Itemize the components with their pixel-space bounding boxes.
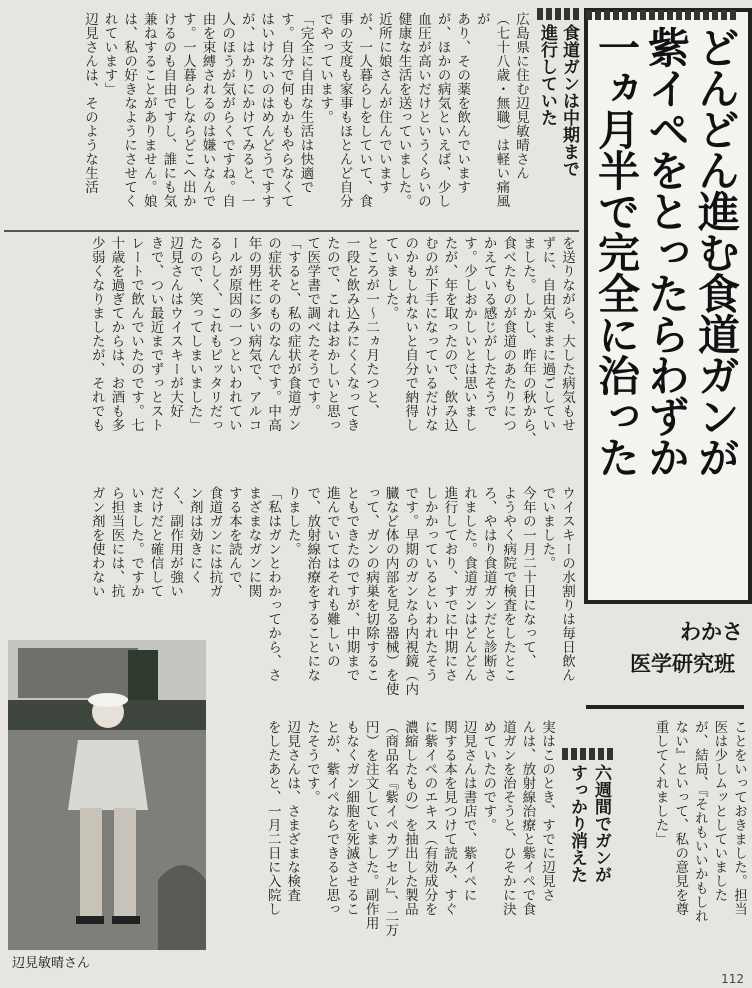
lower-text-column: ガン剤を使わない (88, 486, 105, 598)
top-text-column: でやっています。 (317, 12, 334, 124)
middle-text-column: ずに、自由気ままに過ごしてい (539, 236, 556, 432)
bottom-text-column: 医は少しムッとしていました (711, 720, 728, 902)
middle-text-column: ところが一～二ヵ月たつと、 (363, 236, 380, 418)
middle-text-column: 十歳を過ぎてからは、お酒も多 (108, 236, 125, 432)
lower-text-column: だけだと確信して (147, 486, 164, 598)
top-body-columns (0, 12, 530, 220)
middle-text-column: 一段と飲み込みにくくなってき (343, 236, 360, 432)
middle-text-column: るらしく、これもピッタリだっ (206, 236, 223, 432)
bottom-text-column: 辺見さんは、さまざまな検査 (284, 720, 301, 902)
subhead2-line1: 六週間でガンが (591, 764, 611, 883)
lower-text-column: って、ガンの病巣を切除するこ (363, 486, 380, 682)
bottom-text-column: ない』といって、私の意見を尊 (672, 720, 689, 916)
middle-text-column: を送りながら、大した病気もせ (559, 236, 575, 432)
top-text-column: 広島県に住む辺見敏晴さん (513, 12, 529, 180)
top-text-column: 血圧が高いだけというくらいの (415, 12, 432, 208)
top-text-column: 健康な生活を送っていました。 (395, 12, 412, 208)
middle-text-column: 「すると、私の症状が食道ガン (284, 236, 301, 432)
top-text-column: が、一人暮らしをしていて、食 (356, 12, 373, 208)
middle-text-column: 年の男性に多い病気で、アルコ (245, 236, 262, 432)
top-text-column: 人のほうが気がらくですね。自 (219, 12, 236, 208)
bottom-text-column: 濃縮したもの）を抽出した製品 (401, 720, 418, 916)
middle-text-column: て医学書で調べたそうです。 (304, 236, 321, 418)
middle-text-column: の症状そのものなんです。中高 (265, 236, 282, 432)
portrait-photo (8, 640, 206, 950)
lower-text-column: く、副作用が強い (167, 486, 184, 598)
subhead1-dots (537, 8, 581, 20)
article-title-line2: 紫イペをとったらわずか (642, 26, 691, 477)
top-text-column: す。一人暮らしならどこへ出か (179, 12, 196, 208)
middle-text-column: きで、つい最近までずっとスト (147, 236, 164, 432)
lower-text-column: です。早期のガンなら内視鏡（内 (402, 486, 419, 696)
top-text-column: けるのも自由ですし、誰にも気 (160, 12, 177, 208)
lower-text-column: 臓など体の内部を見る器械）を使 (382, 486, 399, 696)
bottom-text-column: たそうです。 (303, 720, 320, 804)
top-text-column: す。自分で何もかもやらなくて (277, 12, 294, 208)
section-rule-1 (4, 230, 579, 232)
lower-text-column: 今年の一月二十日になって、 (519, 486, 536, 668)
top-text-column: が、ほかの病気といえば、少し (434, 12, 451, 208)
middle-text-column: たが、年を取ったので、飲み込 (441, 236, 458, 432)
lower-text-column: ン剤は効きにく (186, 486, 203, 584)
bottom-text-column: 関する本を見つけて読み、すぐ (441, 720, 458, 916)
bottom-text-column: をしたあと、一月二日に入院し (264, 720, 281, 916)
top-text-column: 近所に娘さんが住んでいます (375, 12, 392, 194)
lower-text-column: まざまなガンに関 (245, 486, 262, 598)
photo-caption: 辺見敏晴さん (12, 956, 91, 971)
bottom-text-column: 辺見さんは書店で、紫イペに (460, 720, 477, 902)
top-text-column: 辺見さんは、そのような生活 (81, 12, 98, 194)
bottom-text-column: （商品名『紫イペカプセル』、二万 (382, 720, 399, 938)
top-text-column: 兼ねすることがありません。娘 (140, 12, 157, 208)
lower-text-column: 進行しており、すでに中期にさ (441, 486, 458, 682)
subhead2-line2: すっかり消えた (567, 764, 587, 883)
lower-text-column: いました。ですか (127, 486, 144, 598)
middle-text-column: ていました。 (382, 236, 399, 320)
bottom-body-columns-left (216, 720, 556, 964)
bottom-body-columns-right (608, 720, 748, 964)
lower-text-column: ようやく病院で検査をしたとこ (500, 486, 517, 682)
lower-text-column: ともできたのですが、中期まで (343, 486, 360, 682)
middle-text-column: ールが原因の一つといわれてい (225, 236, 242, 432)
bottom-text-column: が、結局、『それもいいかもしれ (691, 720, 708, 924)
lower-text-column: 食道ガンには抗ガ (206, 486, 223, 598)
bottom-text-column: に紫イペのエキス（有効成分を (421, 720, 438, 916)
top-text-column: 由を束縛されるのは嫌いなんで (199, 12, 216, 208)
article-title-line3: 一ヵ月半で完全に治った (592, 26, 641, 477)
top-text-column: 「完全に自由な生活は快適で (297, 12, 314, 194)
top-text-column: が、はかりにかけてみると、一 (238, 12, 255, 208)
bottom-text-column: めていたのです。 (480, 720, 497, 832)
lower-text-column: ウイスキーの水割りは毎日飲ん (559, 486, 575, 682)
middle-text-column: レートで飲んでいたのです。七 (127, 236, 144, 432)
top-text-column: は、私の好きなようにさせてく (121, 12, 138, 208)
page-number: 112 (721, 972, 744, 986)
top-text-column: あり、その薬を飲んでいます (454, 12, 471, 194)
bottom-text-column: ことをいっておきました。担当 (731, 720, 747, 916)
lower-text-column: する本を読んで、 (225, 486, 242, 598)
lower-text-column: 「私はガンとわかってから、さ (265, 486, 282, 682)
top-text-column: （七十八歳・無職）は軽い痛風が (473, 12, 510, 208)
top-text-column: はいけないのはめんどうですす (258, 12, 275, 208)
middle-text-column: かえている感じがしたそうで (480, 236, 497, 418)
subhead1-line1: 食道ガンは中期まで (559, 24, 579, 177)
byline-line1: わかさ (680, 620, 743, 644)
bottom-text-column: とが、紫イペならできると思っ (323, 720, 340, 916)
middle-text-column: たので、笑ってしまいました」 (186, 236, 203, 432)
lower-text-column: ろ、やはり食道ガンだと診断さ (480, 486, 497, 682)
middle-text-column: 辺見さんはウイスキーが大好 (167, 236, 184, 418)
top-text-column: れています」 (101, 12, 118, 96)
bottom-text-column: 実はこのとき、すでに辺見さ (539, 720, 555, 902)
portrait-illustration (8, 640, 206, 950)
bottom-text-column: 道ガンを治そうと、ひそかに決 (499, 720, 516, 916)
lower-text-column: ら担当医には、抗 (108, 486, 125, 598)
subhead1-line2: 進行していた (537, 24, 557, 126)
bottom-text-column: 重してくれました」 (652, 720, 669, 846)
byline-line2: 医学研究班 (630, 652, 735, 676)
middle-text-column: たので、これはおかしいと思っ (323, 236, 340, 432)
middle-body-columns (4, 236, 576, 470)
lower-text-column: 進んでいてはそれも難しいの (323, 486, 340, 668)
middle-text-column: す。少しおかしいとは思いまし (461, 236, 478, 432)
bottom-text-column: 円）を注文していました。副作用 (362, 720, 379, 930)
middle-text-column: 食べたものが食道のあたりにつ (500, 236, 517, 432)
byline-rule (586, 705, 744, 709)
lower-text-column: しかかっているといわれたそう (421, 486, 438, 682)
middle-text-column: のかもしれないと自分で納得し (402, 236, 419, 432)
middle-text-column: 少弱くなりましたが、それでも (88, 236, 105, 432)
middle-text-column: むのが下手になっているだけな (421, 236, 438, 432)
lower-text-column: で、放射線治療をすることにな (304, 486, 321, 682)
bottom-text-column: んは、放射線治療と紫イペで食 (519, 720, 536, 916)
lower-text-column: れました。食道ガンはどんどん (461, 486, 478, 682)
middle-text-column: ました。しかし、昨年の秋から、 (519, 236, 536, 446)
top-text-column: 事の支度も家事もほとんど自分 (336, 12, 353, 208)
bottom-text-column: もなくガン細胞を死滅させるこ (343, 720, 360, 916)
title-dots (586, 10, 736, 20)
article-title-line1: どんどん進む食道ガンが (692, 26, 741, 477)
lower-text-column: りました。 (284, 486, 301, 556)
lower-text-column: でいました。 (539, 486, 556, 570)
